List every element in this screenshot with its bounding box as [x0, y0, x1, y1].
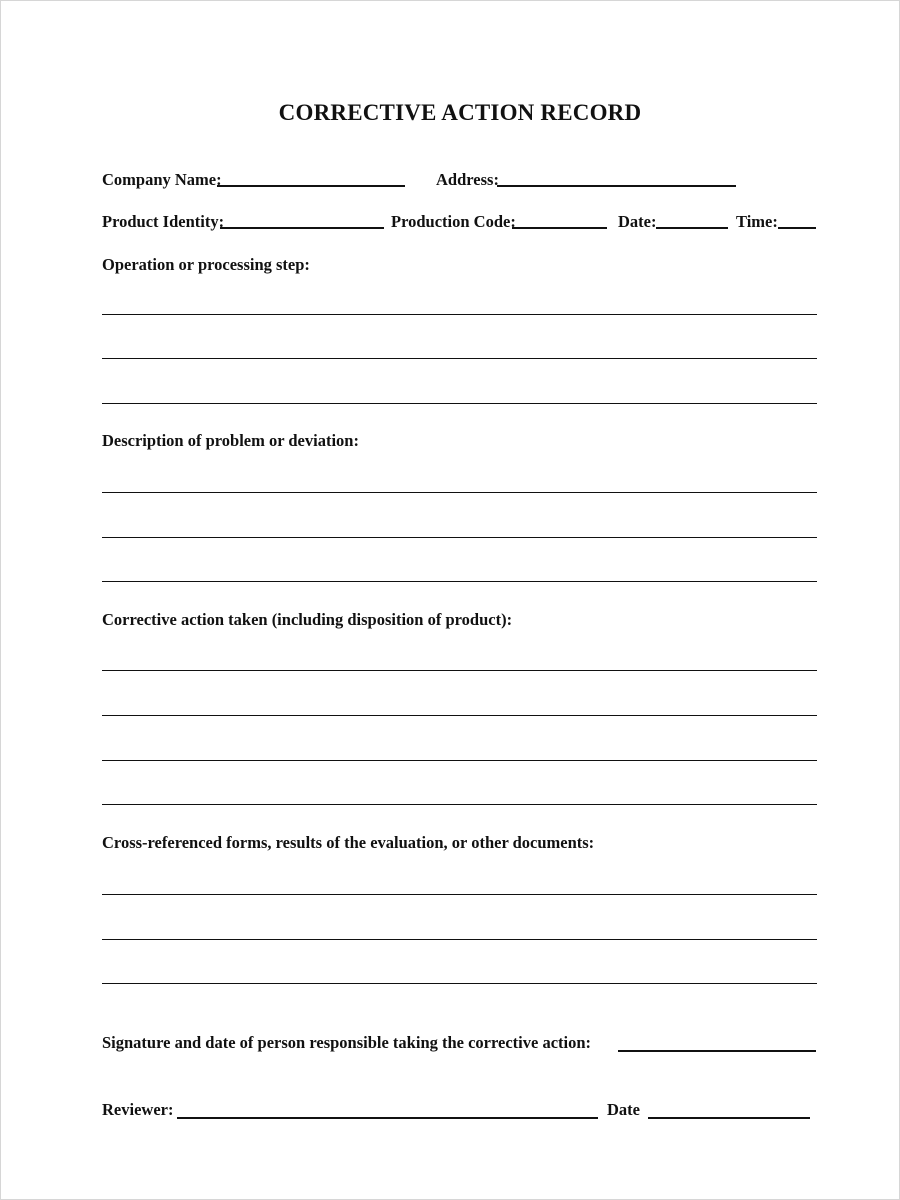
- reviewer-label: Reviewer:: [102, 1100, 174, 1119]
- date-field[interactable]: [656, 227, 728, 229]
- description-line-1[interactable]: [102, 492, 817, 493]
- company-name-field[interactable]: [217, 185, 405, 187]
- description-label: Description of problem or deviation:: [102, 431, 359, 450]
- cross-referenced-line-3[interactable]: [102, 983, 817, 984]
- form-title: CORRECTIVE ACTION RECORD: [278, 100, 642, 125]
- corrective-action-line-2[interactable]: [102, 715, 817, 716]
- corrective-action-line-1[interactable]: [102, 670, 817, 671]
- corrective-action-line-3[interactable]: [102, 760, 817, 761]
- reviewer-date-field[interactable]: [648, 1117, 810, 1119]
- address-field[interactable]: [497, 185, 736, 187]
- product-identity-field[interactable]: [220, 227, 384, 229]
- cross-referenced-line-2[interactable]: [102, 939, 817, 940]
- production-code-label: Production Code:: [391, 212, 516, 231]
- product-identity-label: Product Identity:: [102, 212, 225, 231]
- cross-referenced-label: Cross-referenced forms, results of the evaluation, or other documents:: [102, 833, 595, 852]
- time-field[interactable]: [778, 227, 816, 229]
- date-label: Date:: [618, 212, 657, 231]
- operation-line-2[interactable]: [102, 358, 817, 359]
- address-label: Address:: [436, 170, 499, 189]
- cross-referenced-line-1[interactable]: [102, 894, 817, 895]
- signature-label: Signature and date of person responsible taking the corrective action:: [102, 1033, 592, 1052]
- reviewer-date-label: Date: [607, 1100, 640, 1119]
- corrective-action-label: Corrective action taken (including disposition of product):: [102, 610, 513, 629]
- operation-line-3[interactable]: [102, 403, 817, 404]
- operation-step-label: Operation or processing step:: [102, 255, 310, 274]
- reviewer-field[interactable]: [177, 1117, 598, 1119]
- description-line-2[interactable]: [102, 537, 817, 538]
- signature-field[interactable]: [618, 1050, 816, 1052]
- time-label: Time:: [736, 212, 778, 231]
- operation-line-1[interactable]: [102, 314, 817, 315]
- description-line-3[interactable]: [102, 581, 817, 582]
- production-code-field[interactable]: [512, 227, 607, 229]
- corrective-action-line-4[interactable]: [102, 804, 817, 805]
- company-name-label: Company Name:: [102, 170, 222, 189]
